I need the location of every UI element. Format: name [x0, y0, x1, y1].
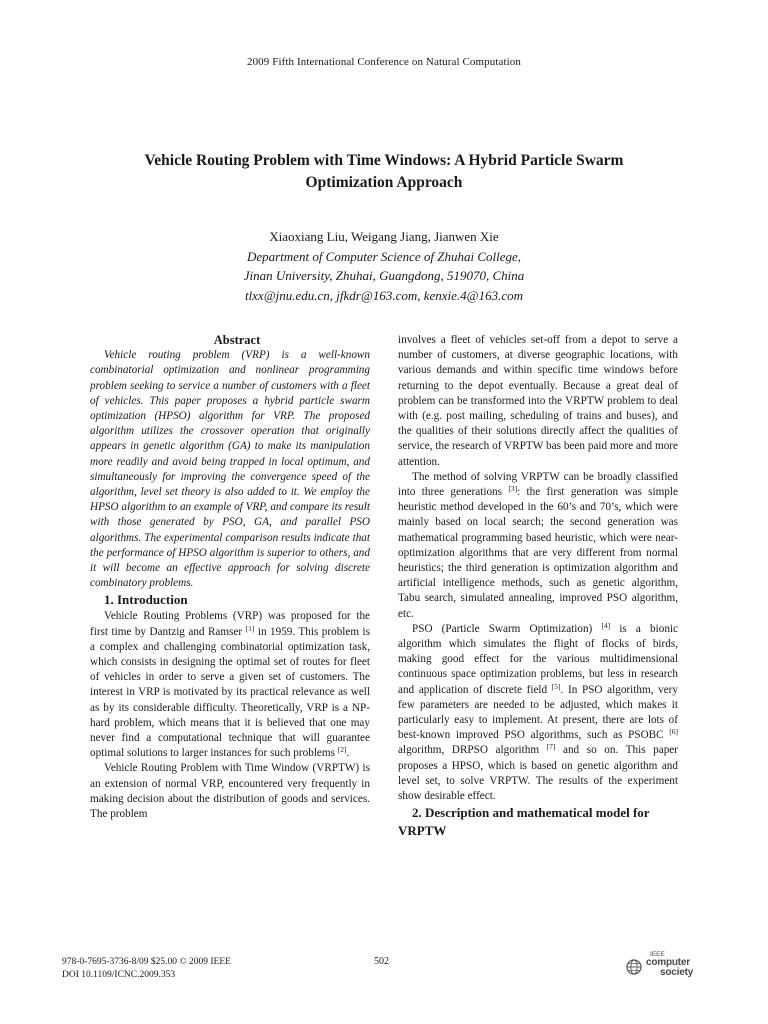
- globe-icon: [626, 959, 642, 975]
- citation-ref: [3]: [508, 484, 518, 494]
- intro-p3-text-b: : the first generation was simple heuristic method developed in the 60’s and 70’s, which were mainly based on local search; the second generation was mathematical programming based heuristic, which were near-optimization algorithms that are very different from normal heuristics; the third generation is optimization algorithm and artificial intelligence methods, such as genetic algorithm, Tabu search, simulated annealing, improved PSO algorithm, etc.: [398, 486, 678, 620]
- intro-p4-text-c: . In PSO algorithm, very few parameters are needed to be adjusted, which makes it particularly easy to implement. At present, there are lots of best-known improved PSO algorithms, such as PSOBC: [398, 683, 678, 742]
- affiliation-line-1: Department of Computer Science of Zhuhai College,: [246, 248, 522, 264]
- intro-p4-text-e: and so on. This paper proposes a HPSO, which is based on genetic algorithm and level set, to solve VRPTW. The results of the experiment show desirable effect.: [398, 744, 679, 803]
- paper-title: [90, 150, 678, 194]
- intro-paragraph-1: [90, 609, 370, 761]
- footer-isbn: 978-0-7695-3736-8/09 $25.00 © 2009 IEEE: [62, 957, 231, 967]
- intro-p1-text-a: Vehicle Routing Problems (VRP) was proposed for the first time by Dantzig and Ramser: [90, 610, 370, 638]
- intro-p1-text-c: .: [346, 747, 350, 760]
- citation-ref: [4]: [601, 620, 611, 630]
- citation-ref: [5]: [551, 681, 561, 691]
- intro-p4-text-d: algorithm, DRPSO algorithm: [398, 744, 547, 757]
- intro-paragraph-3: [398, 470, 678, 622]
- abstract-heading: Abstract: [213, 333, 261, 347]
- abstract-text: Vehicle routing problem (VRP) is a well-known combinatorial optimization and nonlinear programming problem seeking to service a number of customers with a fleet of vehicles. This paper proposes a hybrid particle swarm optimization (HPSO) algorithm for VRP. The proposed algorithm utilizes the crossover operation that originally appears in genetic algorithm (GA) to make its manipulation more readily and avoid being trapped in local optimum, and simultaneously for improving the convergence speed of the algorithm, level set theory is also added to it. We employ the HPSO algorithm to an example of VRP, and compare its result with those generated by PSO, GA, and parallel PSO algorithms. The experimental comparison results indicate that the performance of HPSO algorithm is superior to others, and it will become an effective approach for solving discrete combinatory problems.: [90, 349, 370, 590]
- intro-paragraph-4: [398, 622, 678, 804]
- intro-p1-text-b: in 1959. This problem is a complex and challenging combinatorial optimization task, which consists in designing the optimal set of routes for fleet of vehicles in order to serve a given set of customers. The interest in VRP is motivated by its practical relevance as well as by its considerable difficulty. Theoretically, VRP is a NP-hard problem, which means that it is believed that one may never find a computational technique that will guarantee optimal solutions to larger instances for such problems: [90, 625, 370, 760]
- left-column: [90, 333, 370, 822]
- affiliation-line-2: Jinan University, Zhuhai, Guangdong, 519070, China: [243, 268, 525, 283]
- title-line-2: Optimization Approach: [305, 174, 463, 191]
- introduction-heading: 1. Introduction: [104, 592, 188, 608]
- intro-p4-text-a: PSO (Particle Swarm Optimization): [412, 622, 602, 635]
- citation-ref: [2]: [337, 745, 347, 755]
- logo-ieee-text: IEEE: [650, 951, 665, 958]
- page-number: 502: [374, 956, 389, 967]
- conference-header: 2009 Fifth International Conference on Natural Computation: [246, 56, 521, 68]
- intro-paragraph-2-continued: involves a fleet of vehicles set-off from a depot to serve a number of customers, at diverse geographic locations, with various demands and within specific time windows before returning to the depot eventually. Because a great deal of problem can be transformed into the VRPTW problem to deal with (e.g. post mailing, scheduling of trains and buses), and the qualities of their solutions directly affect the qualities of service, the research of VRPTW bas been paid more and more attention.: [398, 334, 678, 468]
- intro-p3-text-a: The method of solving VRPTW can be broadly classified into three generations: [398, 470, 678, 499]
- footer-copyright: [62, 956, 231, 982]
- intro-p4-text-b: is a bionic algorithm which simulates the flight of flocks of birds, making good effect for the various multidimensional continuous space optimization problems, but less in research and application of discrete field: [398, 622, 678, 696]
- citation-ref: [1]: [245, 623, 255, 633]
- author-emails: tlxx@jnu.edu.cn, jfkdr@163.com, kenxie.4@163.com: [244, 287, 524, 303]
- computer-society-logo: [626, 951, 710, 981]
- citation-ref: [7]: [546, 742, 556, 752]
- logo-computer-text: computer: [646, 957, 690, 968]
- logo-society-text: society: [660, 967, 694, 978]
- citation-ref: [6]: [669, 727, 678, 737]
- author-block: [0, 227, 768, 305]
- section-2-heading-line-1: 2. Description and mathematical model for: [412, 805, 650, 821]
- section-2-heading: [398, 804, 678, 840]
- intro-paragraph-2: Vehicle Routing Problem with Time Window (VRPTW) is an extension of normal VRP, encountered very frequently in making decision about the distribution of goods and services. The problem: [90, 762, 370, 821]
- footer-doi: DOI 10.1109/ICNC.2009.353: [62, 970, 176, 980]
- section-2-heading-line-2: VRPTW: [398, 823, 447, 839]
- title-line-1: Vehicle Routing Problem with Time Windows: A Hybrid Particle Swarm: [144, 152, 624, 169]
- author-names: Xiaoxiang Liu, Weigang Jiang, Jianwen Xie: [269, 229, 499, 244]
- right-column: [398, 333, 678, 840]
